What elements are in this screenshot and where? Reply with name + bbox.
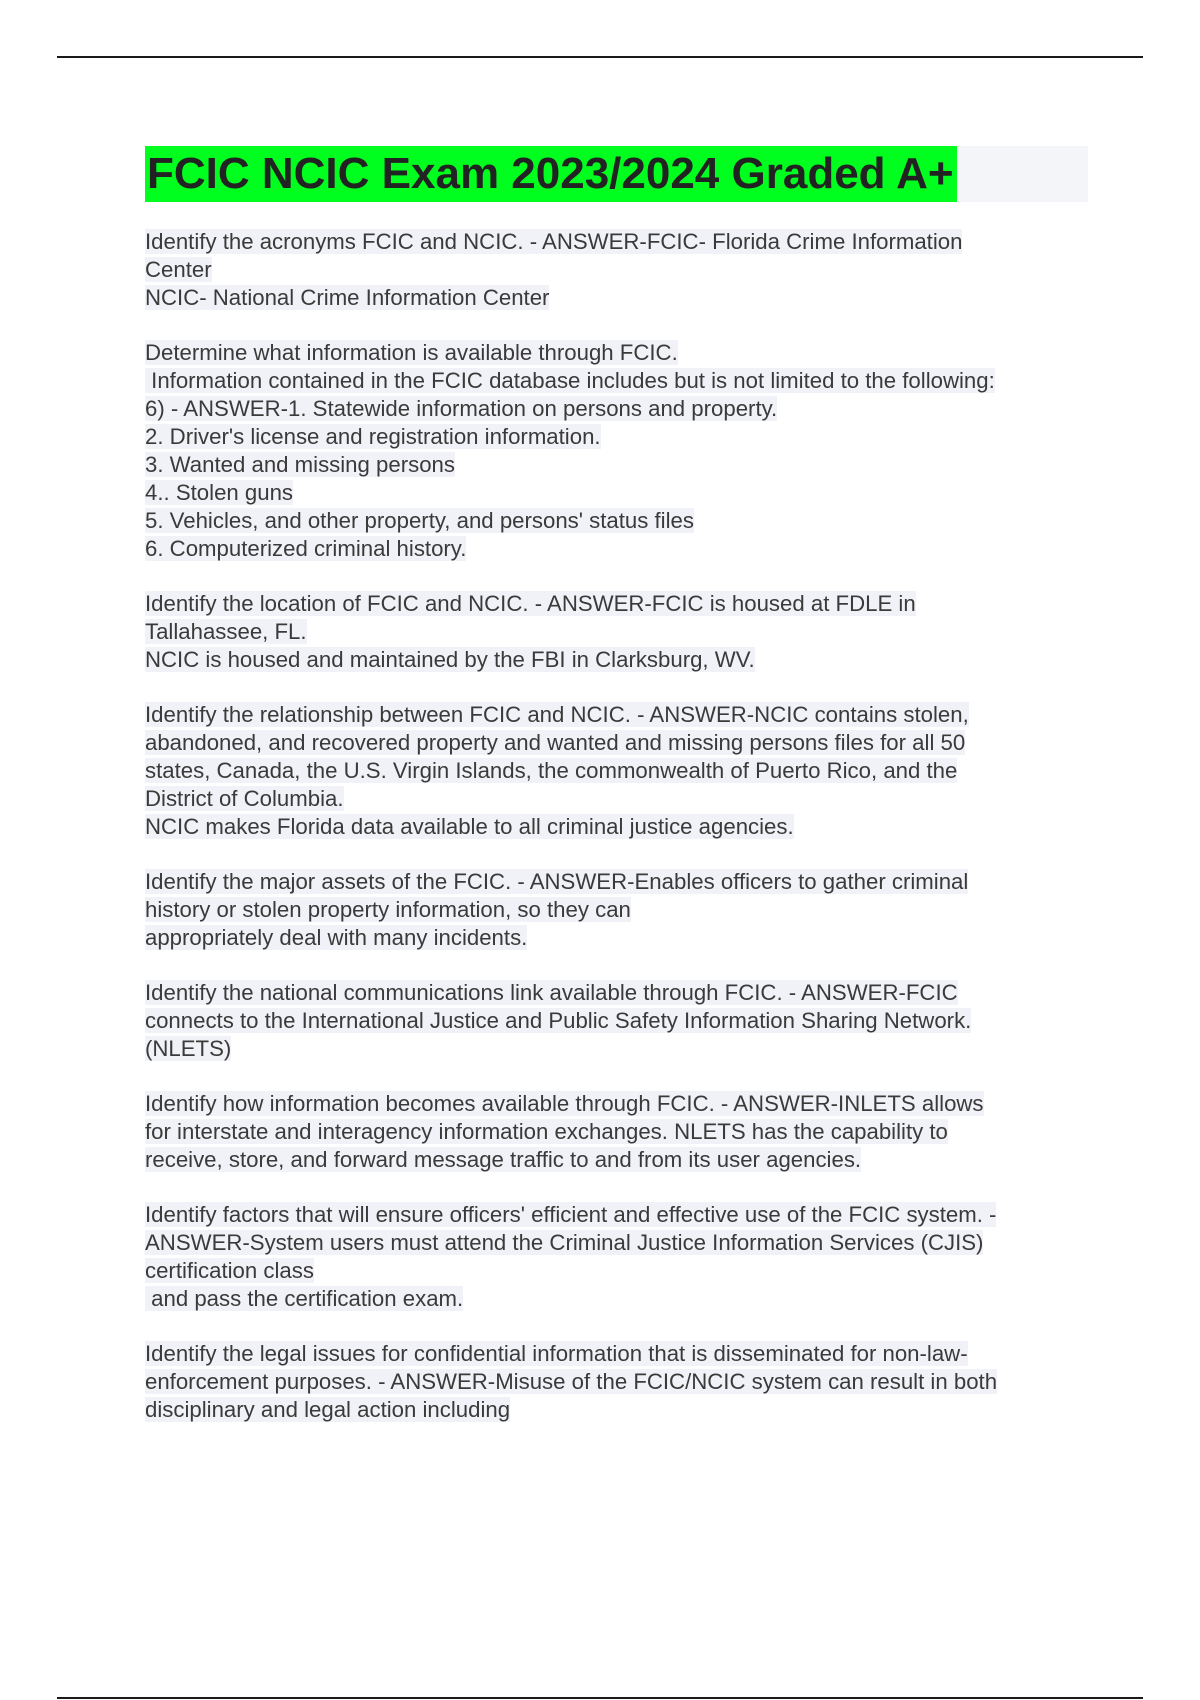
qa-line-text: Identify the location of FCIC and NCIC. - ANSWER-FCIC is housed at FDLE in	[145, 591, 916, 616]
qa-line	[145, 1396, 1105, 1424]
qa-line-text: Identify the national communications link available through FCIC. - ANSWER-FCIC	[145, 980, 958, 1005]
qa-line	[145, 1118, 1105, 1146]
qa-line	[145, 1007, 1105, 1035]
qa-line-text: enforcement purposes. - ANSWER-Misuse of the FCIC/NCIC system can result in both	[145, 1369, 998, 1394]
qa-line-text: ANSWER-System users must attend the Criminal Justice Information Services (CJIS)	[145, 1230, 984, 1255]
qa-line-text: Determine what information is available through FCIC.	[145, 340, 678, 365]
qa-line	[145, 284, 1105, 312]
qa-line-text: Tallahassee, FL.	[145, 619, 307, 644]
qa-line	[145, 1090, 1105, 1118]
qa-line	[145, 367, 1105, 395]
qa-line-text: states, Canada, the U.S. Virgin Islands, the commonwealth of Puerto Rico, and the	[145, 758, 958, 783]
qa-line	[145, 1035, 1105, 1063]
qa-item	[145, 868, 1105, 952]
qa-list	[145, 228, 1105, 1451]
title-band	[145, 146, 1088, 202]
qa-line-text: and pass the certification exam.	[145, 1286, 464, 1311]
qa-line	[145, 590, 1105, 618]
qa-line-text: appropriately deal with many incidents.	[145, 925, 528, 950]
qa-line-text: NCIC makes Florida data available to all criminal justice agencies.	[145, 814, 794, 839]
qa-line	[145, 646, 1105, 674]
qa-line	[145, 924, 1105, 952]
qa-line-text: District of Columbia.	[145, 786, 344, 811]
qa-line-text: connects to the International Justice and Public Safety Information Sharing Network.	[145, 1008, 972, 1033]
qa-line-text: Information contained in the FCIC database includes but is not limited to the following:	[145, 368, 995, 393]
qa-line	[145, 256, 1105, 284]
qa-line	[145, 729, 1105, 757]
qa-line-text: for interstate and interagency information exchanges. NLETS has the capability to	[145, 1119, 948, 1144]
qa-item	[145, 590, 1105, 674]
qa-line	[145, 979, 1105, 1007]
qa-line	[145, 423, 1105, 451]
qa-line	[145, 395, 1105, 423]
qa-line-text: (NLETS)	[145, 1036, 232, 1061]
qa-line	[145, 868, 1105, 896]
bottom-rule	[57, 1697, 1143, 1699]
qa-line	[145, 479, 1105, 507]
top-rule	[57, 56, 1143, 58]
qa-line	[145, 1285, 1105, 1313]
qa-line	[145, 535, 1105, 563]
qa-line	[145, 1340, 1105, 1368]
qa-line	[145, 701, 1105, 729]
qa-line	[145, 618, 1105, 646]
qa-item	[145, 979, 1105, 1063]
qa-line-text: 5. Vehicles, and other property, and persons' status files	[145, 508, 694, 533]
qa-line-text: 3. Wanted and missing persons	[145, 452, 455, 477]
qa-line	[145, 451, 1105, 479]
qa-line-text: certification class	[145, 1258, 314, 1283]
qa-item	[145, 1201, 1105, 1313]
qa-line-text: NCIC is housed and maintained by the FBI in Clarksburg, WV.	[145, 647, 755, 672]
qa-item	[145, 701, 1105, 841]
qa-line-text: Identify the relationship between FCIC and NCIC. - ANSWER-NCIC contains stolen,	[145, 702, 969, 727]
qa-line-text: Identify the legal issues for confidential information that is disseminated for non-law-	[145, 1341, 968, 1366]
qa-line	[145, 785, 1105, 813]
qa-line	[145, 1368, 1105, 1396]
qa-line	[145, 1201, 1105, 1229]
page-title: FCIC NCIC Exam 2023/2024 Graded A+	[145, 146, 957, 202]
qa-line-text: disciplinary and legal action including	[145, 1397, 511, 1422]
qa-line-text: NCIC- National Crime Information Center	[145, 285, 550, 310]
qa-line	[145, 339, 1105, 367]
qa-line	[145, 813, 1105, 841]
qa-line-text: 6) - ANSWER-1. Statewide information on persons and property.	[145, 396, 778, 421]
qa-item	[145, 339, 1105, 563]
qa-line	[145, 896, 1105, 924]
qa-item	[145, 1090, 1105, 1174]
qa-line	[145, 1146, 1105, 1174]
qa-line	[145, 757, 1105, 785]
qa-item	[145, 1340, 1105, 1424]
qa-line-text: Identify how information becomes available through FCIC. - ANSWER-INLETS allows	[145, 1091, 984, 1116]
qa-line-text: 4.. Stolen guns	[145, 480, 294, 505]
qa-line-text: history or stolen property information, so they can	[145, 897, 631, 922]
qa-item	[145, 228, 1105, 312]
qa-line-text: Center	[145, 257, 212, 282]
qa-line	[145, 1229, 1105, 1257]
qa-line-text: 6. Computerized criminal history.	[145, 536, 467, 561]
qa-line-text: Identify the acronyms FCIC and NCIC. - ANSWER-FCIC- Florida Crime Information	[145, 229, 963, 254]
qa-line-text: abandoned, and recovered property and wanted and missing persons files for all 50	[145, 730, 966, 755]
qa-line	[145, 228, 1105, 256]
qa-line	[145, 507, 1105, 535]
qa-line-text: Identify the major assets of the FCIC. - ANSWER-Enables officers to gather criminal	[145, 869, 969, 894]
qa-line-text: 2. Driver's license and registration information.	[145, 424, 601, 449]
qa-line-text: receive, store, and forward message traffic to and from its user agencies.	[145, 1147, 862, 1172]
qa-line	[145, 1257, 1105, 1285]
qa-line-text: Identify factors that will ensure officers' efficient and effective use of the FCIC system. -	[145, 1202, 997, 1227]
